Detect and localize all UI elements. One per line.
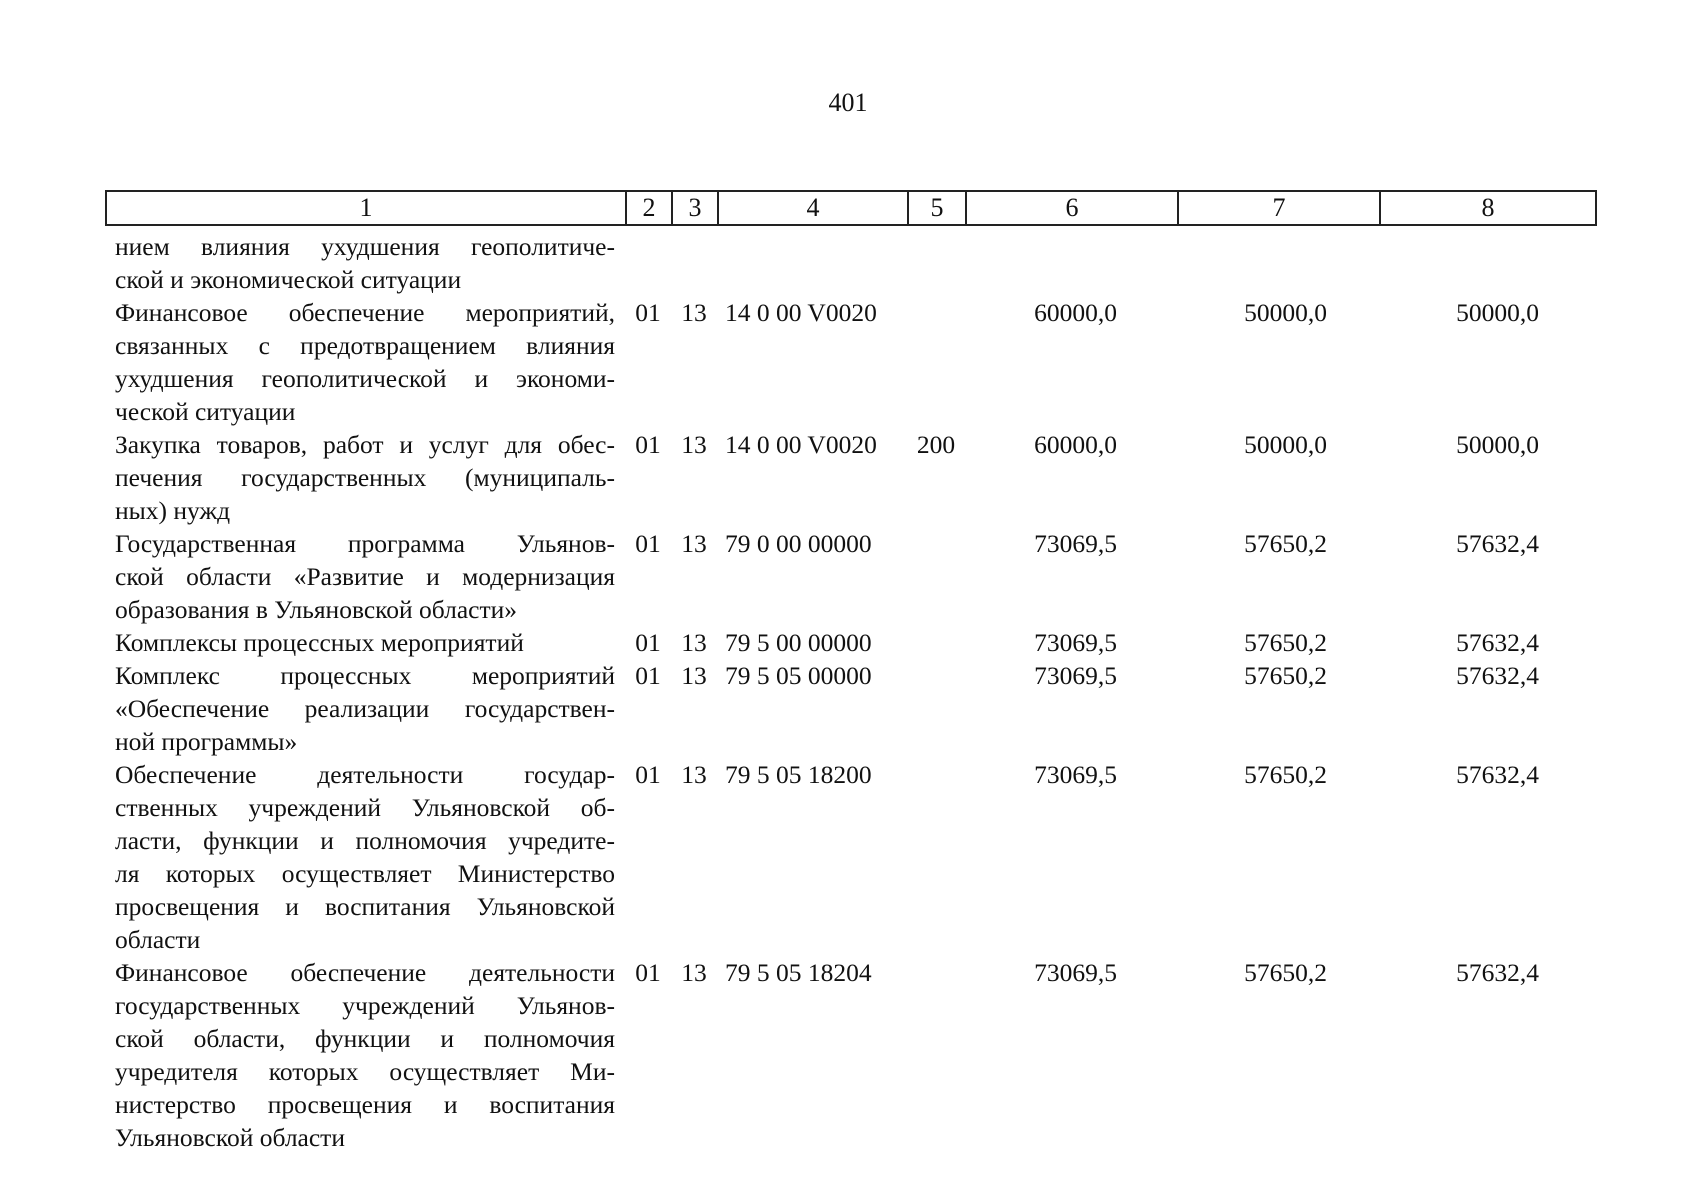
description-line: учредителя которых осуществляет Ми-	[115, 1057, 615, 1086]
description-line: Обеспечение деятельности государ-	[115, 760, 615, 789]
section-code	[625, 230, 671, 296]
subsection-code: 13	[681, 661, 707, 690]
subsection-code: 13	[681, 628, 707, 657]
column-header-2: 2	[627, 192, 673, 224]
amount-col-8: 57632,4	[1456, 958, 1539, 987]
subsection-code: 13	[681, 958, 707, 987]
description-line: области	[115, 925, 201, 954]
section-code: 01	[635, 430, 661, 459]
description-line: ственных учреждений Ульяновской об-	[115, 793, 615, 822]
description-line: ческой ситуации	[115, 397, 296, 426]
amount-col-6: 60000,0	[1034, 298, 1117, 327]
description-line: ля которых осуществляет Министерство	[115, 859, 615, 888]
description-line: Финансовое обеспечение мероприятий,	[115, 298, 615, 327]
table-row	[105, 428, 1597, 527]
amount-col-8: 57632,4	[1456, 529, 1539, 558]
subsection-code: 13	[681, 430, 707, 459]
description-line: Комплексы процессных мероприятий	[115, 628, 524, 657]
row-description	[105, 296, 625, 428]
section-code: 01	[635, 958, 661, 987]
target-article-code: 14 0 00 V0020	[725, 430, 877, 459]
amount-col-7: 57650,2	[1244, 661, 1327, 690]
amount-col-6: 73069,5	[1034, 628, 1117, 657]
description-line: ской области, функции и полномочия	[115, 1024, 615, 1053]
expense-type-code	[907, 527, 965, 626]
subsection-code	[671, 230, 717, 296]
description-line: ных) нужд	[115, 496, 231, 525]
page-number: 401	[828, 88, 868, 117]
expense-type-code	[907, 659, 965, 758]
row-description	[105, 659, 625, 758]
table-row	[105, 527, 1597, 626]
target-article-code: 14 0 00 V0020	[725, 298, 877, 327]
expense-type-code	[907, 230, 965, 296]
amount-col-7: 50000,0	[1244, 430, 1327, 459]
table-row	[105, 230, 1597, 296]
row-description	[105, 230, 625, 296]
table-row	[105, 626, 1597, 659]
expense-type-code	[907, 626, 965, 659]
row-description	[105, 527, 625, 626]
description-line: нием влияния ухудшения геополитиче-	[115, 232, 615, 261]
table-row	[105, 659, 1597, 758]
target-article-code: 79 5 05 18204	[725, 958, 872, 987]
description-line: ласти, функции и полномочия учредите-	[115, 826, 615, 855]
table-row	[105, 296, 1597, 428]
amount-col-8: 50000,0	[1456, 298, 1539, 327]
amount-col-8: 57632,4	[1456, 628, 1539, 657]
amount-col-8	[1379, 230, 1591, 296]
column-header-1: 1	[107, 192, 627, 224]
description-line: просвещения и воспитания Ульяновской	[115, 892, 615, 921]
target-article-code: 79 5 05 00000	[725, 661, 872, 690]
budget-table-body	[105, 230, 1597, 1154]
amount-col-7: 57650,2	[1244, 628, 1327, 657]
description-line: ной программы»	[115, 727, 298, 756]
row-description	[105, 428, 625, 527]
description-line: ухудшения геополитической и экономи-	[115, 364, 615, 393]
amount-col-6: 73069,5	[1034, 958, 1117, 987]
section-code: 01	[635, 661, 661, 690]
amount-col-6: 73069,5	[1034, 529, 1117, 558]
amount-col-6	[965, 230, 1177, 296]
amount-col-7: 50000,0	[1244, 298, 1327, 327]
column-header-3: 3	[673, 192, 719, 224]
amount-col-7: 57650,2	[1244, 760, 1327, 789]
description-line: Финансовое обеспечение деятельности	[115, 958, 615, 987]
amount-col-6: 60000,0	[1034, 430, 1117, 459]
description-line: Ульяновской области	[115, 1123, 345, 1152]
row-description	[105, 956, 625, 1154]
amount-col-8: 57632,4	[1456, 760, 1539, 789]
target-article-code: 79 5 00 00000	[725, 628, 872, 657]
column-header-row	[105, 190, 1597, 226]
column-header-7: 7	[1179, 192, 1381, 224]
description-line: образования в Ульяновской области»	[115, 595, 518, 624]
section-code: 01	[635, 760, 661, 789]
table-row	[105, 758, 1597, 956]
description-line: государственных учреждений Ульянов-	[115, 991, 615, 1020]
row-description	[105, 626, 625, 659]
description-line: «Обеспечение реализации государствен-	[115, 694, 615, 723]
expense-type-code	[907, 758, 965, 956]
subsection-code: 13	[681, 529, 707, 558]
description-line: Закупка товаров, работ и услуг для обес-	[115, 430, 615, 459]
description-line: ской области «Развитие и модернизация	[115, 562, 615, 591]
amount-col-8: 57632,4	[1456, 661, 1539, 690]
column-header-8: 8	[1481, 193, 1495, 222]
amount-col-7: 57650,2	[1244, 958, 1327, 987]
expense-type-code	[907, 956, 965, 1154]
description-line: нистерство просвещения и воспитания	[115, 1090, 615, 1119]
subsection-code: 13	[681, 760, 707, 789]
section-code: 01	[635, 628, 661, 657]
target-article-code: 79 0 00 00000	[725, 529, 872, 558]
amount-col-8: 50000,0	[1456, 430, 1539, 459]
table-row	[105, 956, 1597, 1154]
section-code: 01	[635, 298, 661, 327]
description-line: печения государственных (муниципаль-	[115, 463, 615, 492]
column-header-5: 5	[909, 192, 967, 224]
amount-col-6: 73069,5	[1034, 760, 1117, 789]
amount-col-6: 73069,5	[1034, 661, 1117, 690]
expense-type-code	[907, 296, 965, 428]
description-line: Государственная программа Ульянов-	[115, 529, 615, 558]
column-header-6: 6	[967, 192, 1179, 224]
description-line: Комплекс процессных мероприятий	[115, 661, 615, 690]
description-line: связанных с предотвращением влияния	[115, 331, 615, 360]
section-code: 01	[635, 529, 661, 558]
subsection-code: 13	[681, 298, 707, 327]
target-article-code: 79 5 05 18200	[725, 760, 872, 789]
target-article-code	[717, 230, 907, 296]
amount-col-7	[1177, 230, 1379, 296]
column-header-4: 4	[719, 192, 909, 224]
description-line: ской и экономической ситуации	[115, 265, 462, 294]
row-description	[105, 758, 625, 956]
expense-type-code: 200	[916, 430, 956, 459]
amount-col-7: 57650,2	[1244, 529, 1327, 558]
